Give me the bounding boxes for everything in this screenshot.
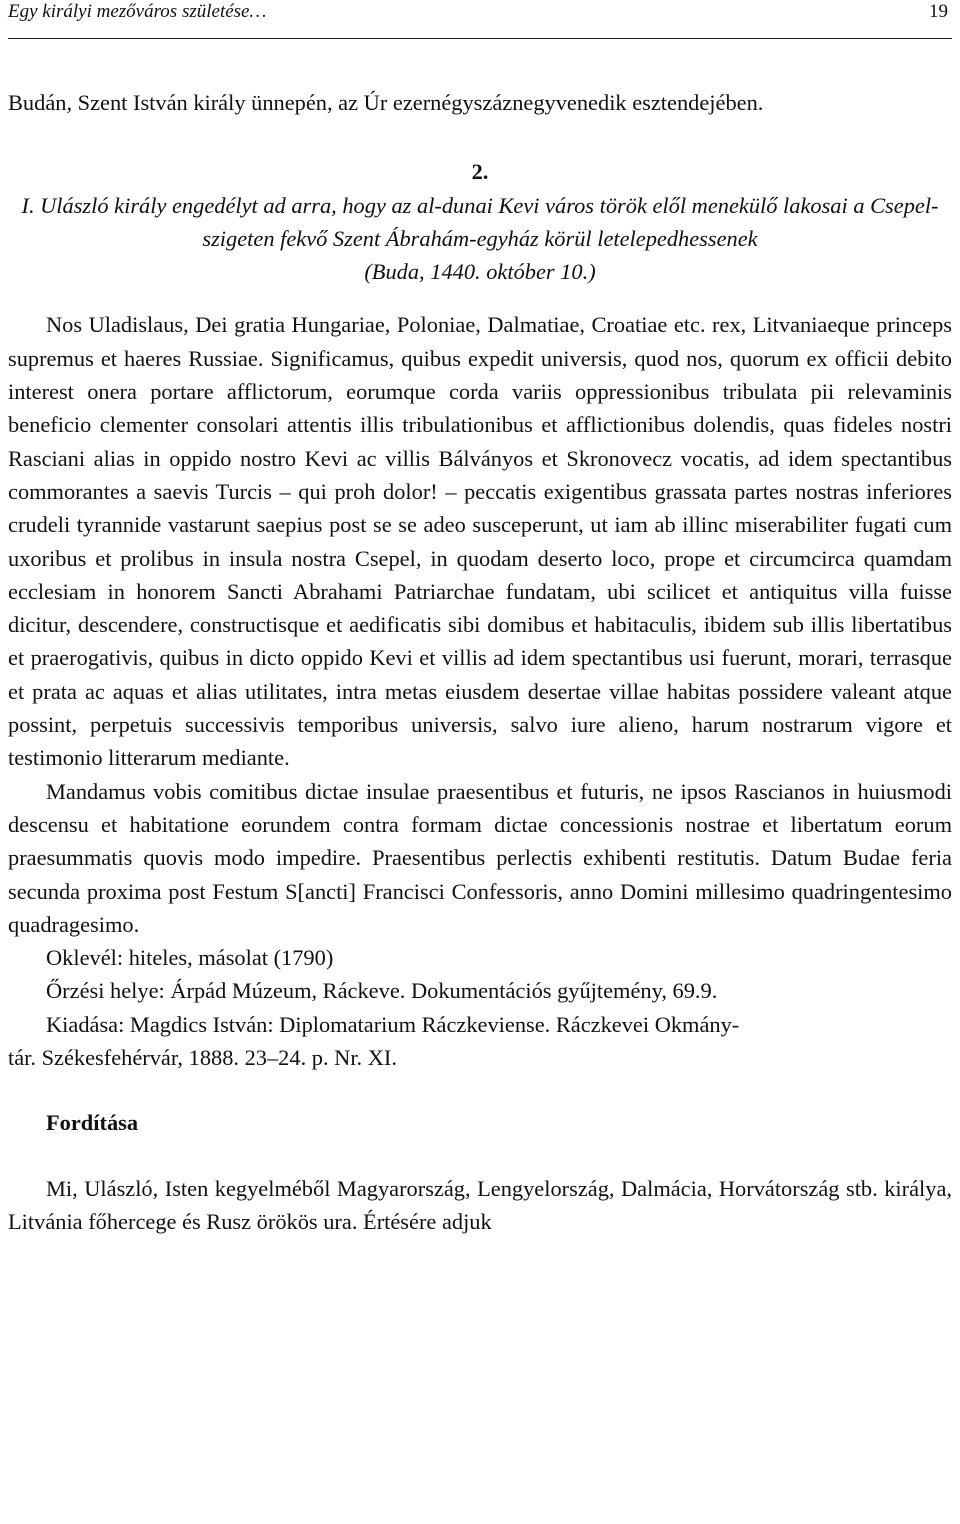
document-number: 2. [471,159,489,185]
translation-heading: Fordítása [46,1110,139,1136]
latin-text-paragraph-2: Mandamus vobis comitibus dictae insulae praesentibus et futuris, ne ipsos Rascianos in huiusmodi descensu et habitatione eorundem contra formam dictae concessionis nostrae et libertatum eorum praesummatis quovis modo impedire. Praesentibus perlectis exhibenti restitutis. Datum Budae feria secunda proxima post Festum S[ancti] Francisci Confessoris, anno Domini millesimo quadringentesimo quadragesimo. [8,778,952,937]
note-location: Őrzési helye: Árpád Múzeum, Ráckeve. Dokumentációs gyűjtemény, 69.9. [46,978,718,1004]
document-date: (Buda, 1440. október 10.) [364,259,596,285]
document-page [8,0,952,1524]
page-number: 19 [929,1,948,22]
latin-text-paragraph-1: Nos Uladislaus, Dei gratia Hungariae, Poloniae, Dalmatiae, Croatiae etc. rex, Litvaniaeque princeps supremus et haeres Russiae. Significamus, quibus expedit universis, quod nos, quorum ex officii debito interest onera portare afflictorum, eorumque corda variis oppressionibus tribulata pii relevaminis beneficio clementer consolari attentis illis tribulationibus et afflictionibus dolendis, quas fideles nostri Rasciani alias in oppido nostro Kevi ac villis Bálványos et Skronovecz vocatis, ad idem spectantibus commorantes a saevis Turcis – qui proh dolor! – peccatis exigentibus grassata partes nostras inferiores crudeli tyrannide vastarunt saepius post se se adeo susceperunt, ut iam ab illinc miserabiliter fugati cum uxoribus et prolibus in insula nostra Csepel, in quodam deserto loco, prope et circumcirca quamdam ecclesiam in honorem Sancti Abrahami Patriarchae fundatam, ubi scilicet et antiquitus villa fuisse dicitur, descendere, constructisque et aedificatis sibi domibus et habitaculis, ibidem sub illis libertatibus et praerogativis, quibus in dicto oppido Kevi et villis ad idem spectantibus usi fuerunt, morari, terrasque et prata ac aquas et alias utilitates, intra metas eiusdem desertae villae habitas possidere valeant atque possint, perpetuis successivis temporibus universis, salvo iure alieno, harum nostrarum vigore et testimonio litterarum mediante. [8,312,952,771]
running-title: Egy királyi mezőváros születése… [8,1,267,22]
note-edition: Kiadása: Magdics István: Diplomatarium Ráczkeviense. Ráczkevei Okmány- [46,1011,740,1037]
source-notes [8,941,952,1074]
previous-document-closing: Budán, Szent István király ünnepén, az Úr ezernégyszáznegyvenedik esztendejében. [8,90,764,115]
header-rule [8,38,952,39]
note-charter: Oklevél: hiteles, másolat (1790) [46,945,334,971]
document-regest: I. Ulászló király engedélyt ad arra, hogy az al-dunai Kevi város török elől menekülő lakosai a Csepel-szigeten fekvő Szent Ábrahám-egyház körül letelepedhessenek [21,192,939,251]
note-edition-continued: tár. Székesfehérvár, 1888. 23–24. p. Nr. XI. [8,1045,397,1071]
translation-paragraph-1: Mi, Ulászló, Isten kegyelméből Magyarország, Lengyelország, Dalmácia, Horvátország stb. királya, Litvánia főhercege és Rusz örökös ura. Értésére adjuk [8,1175,952,1234]
running-header [8,0,952,40]
document-body [8,86,952,1238]
